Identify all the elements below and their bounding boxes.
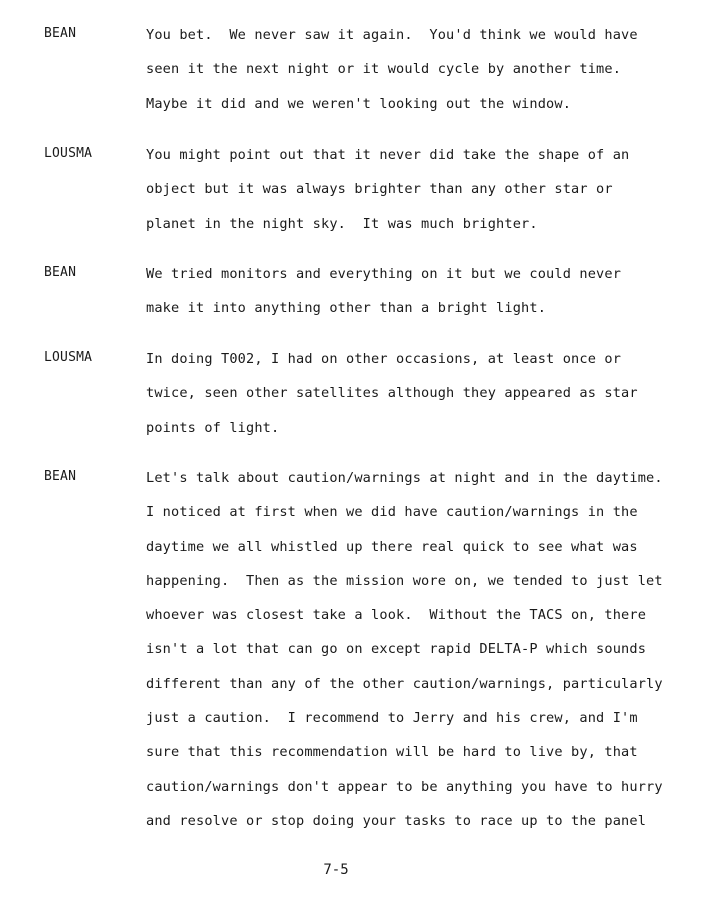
dialogue-line: In doing T002, I had on other occasions, at least once or (146, 351, 622, 367)
dialogue-line: Maybe it did and we weren't looking out the window. (146, 95, 572, 112)
dialogue-line: caution/warnings don't appear to be anything you have to hurry (146, 778, 663, 795)
dialogue-line: Let's talk about caution/warnings at night and in the daytime. (146, 470, 663, 486)
dialogue-line: isn't a lot that can go on except rapid DELTA-P which sounds (146, 641, 647, 658)
speaker-label: BEAN (44, 469, 77, 484)
dialogue-text (146, 26, 706, 129)
dialogue-line: make it into anything other than a bright light. (146, 300, 547, 317)
speaker-label: LOUSMA (44, 350, 93, 365)
dialogue-line: You bet. We never saw it again. You'd think we would have (146, 27, 638, 43)
dialogue-line: happening. Then as the mission wore on, we tended to just let (146, 572, 663, 589)
dialogue-line: object but it was always brighter than any other star or (146, 181, 613, 198)
dialogue-line: and resolve or stop doing your tasks to race up to the panel (146, 812, 647, 829)
dialogue-line: sure that this recommendation will be hard to live by, that (146, 744, 638, 761)
dialogue-text (146, 146, 706, 249)
dialogue-line: different than any of the other caution/warnings, particularly (146, 675, 663, 692)
dialogue-line: just a caution. I recommend to Jerry and his crew, and I'm (146, 710, 638, 727)
dialogue-line: You might point out that it never did take the shape of an (146, 147, 630, 163)
dialogue-line: I noticed at first when we did have caution/warnings in the (146, 504, 638, 521)
speaker-label: LOUSMA (44, 146, 93, 161)
dialogue-line: We tried monitors and everything on it but we could never (146, 266, 622, 282)
page-number: 7-5 (323, 862, 349, 878)
dialogue-text (146, 350, 706, 453)
dialogue-line: planet in the night sky. It was much brighter. (146, 215, 538, 232)
dialogue-line: seen it the next night or it would cycle by another time. (146, 61, 622, 78)
dialogue-line: daytime we all whistled up there real quick to see what was (146, 538, 638, 555)
dialogue-text (146, 265, 706, 334)
speaker-label: BEAN (44, 26, 77, 41)
speaker-label: BEAN (44, 265, 77, 280)
dialogue-line: twice, seen other satellites although they appeared as star (146, 385, 638, 402)
dialogue-text (146, 469, 706, 846)
dialogue-line: points of light. (146, 419, 280, 436)
dialogue-line: whoever was closest take a look. Without the TACS on, there (146, 607, 647, 624)
